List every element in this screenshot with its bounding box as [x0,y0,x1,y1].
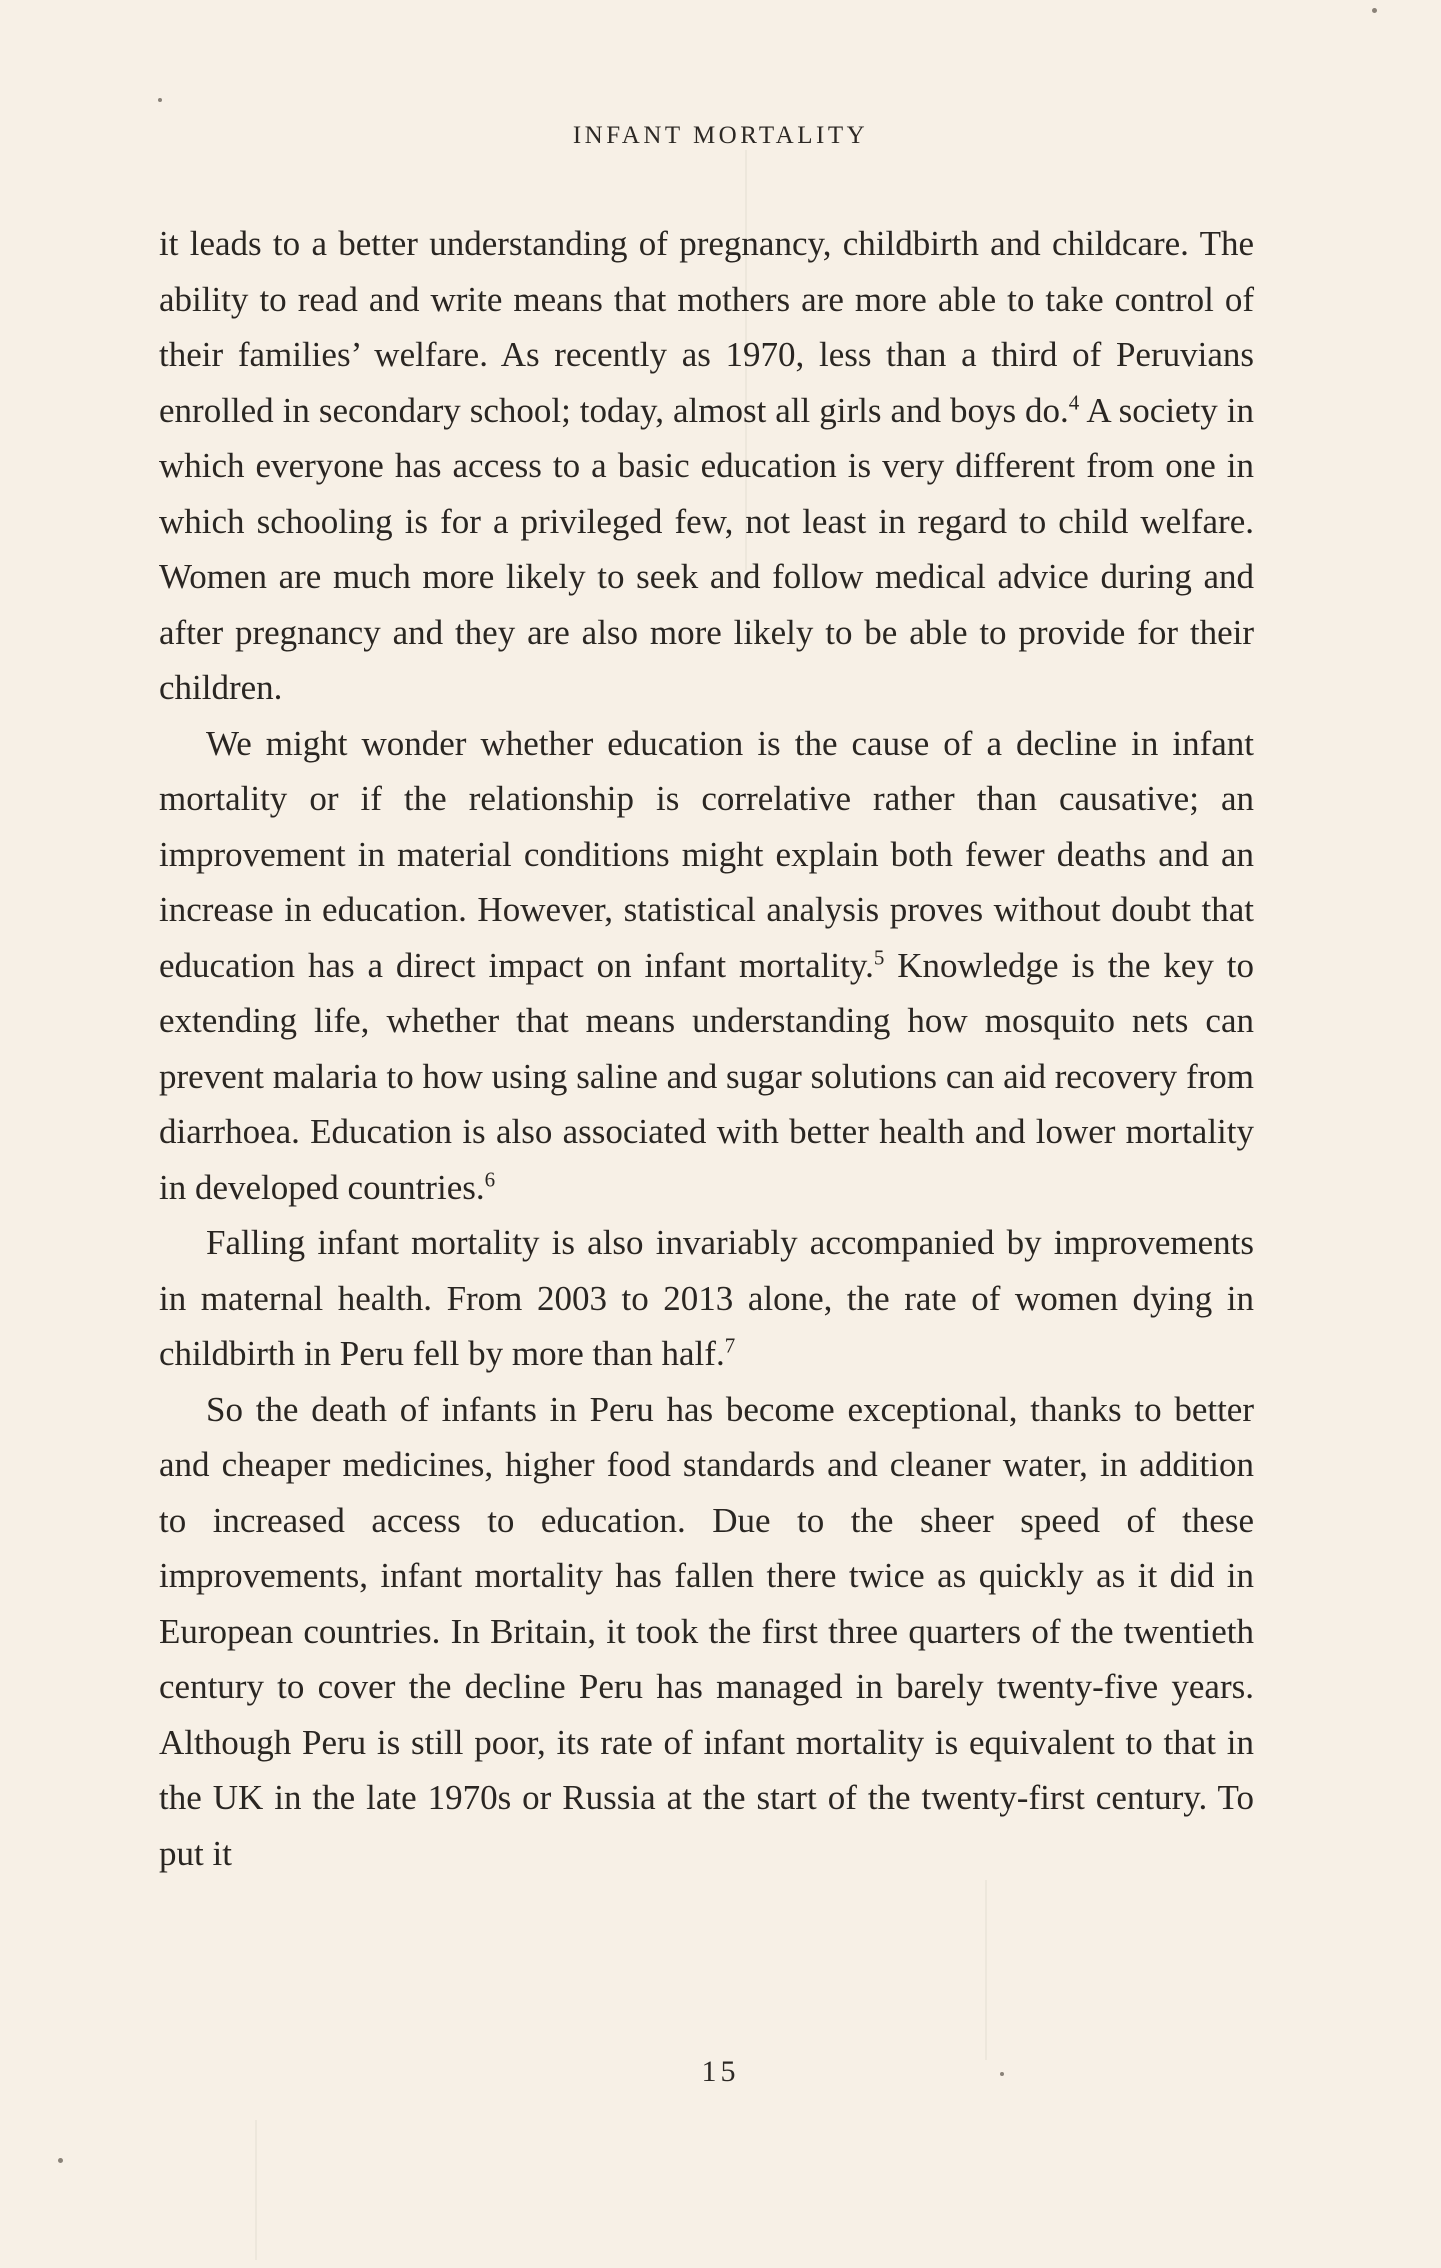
page-number: 15 [701,2055,740,2088]
paragraph-text: We might wonder whether education is the cause of a decline in infant mortality or if the relationship is correlative rather than causative; an improvement in material conditions might explain both fewer deaths and an increase in education. However, statistical analysis proves without doubt that education has a direct impact on infant mortality. [159,723,1254,985]
scan-speck [158,98,162,102]
scan-speck [1372,8,1377,13]
scan-speck [58,2158,63,2163]
scan-crease [255,2120,257,2260]
paragraph-text: A society in which everyone has access to a basic education is very different from one in which schooling is for a privileged few, not least in regard to child welfare. Women are much more likely to seek and follow medical advice during and after pregnancy and they are also more likely to be able to provide for their children. [159,390,1254,707]
body-text [159,216,1254,1881]
paragraph-text: it leads to a better understanding of pregnancy, childbirth and childcare. The ability to read and write means that mothers are more able to take control of their families’ welfare. As recently as 1970, less than a third of Peruvians enrolled in secondary school; today, almost all girls and boys do. [159,224,1254,430]
paragraph [159,716,1254,1216]
paragraph [159,216,1254,716]
footnote-marker: 5 [873,944,885,969]
paragraph [159,1382,1254,1882]
footnote-marker: 7 [724,1333,736,1358]
footnote-marker: 6 [484,1166,496,1191]
running-head: INFANT MORTALITY [572,122,869,149]
scan-crease [985,1880,987,2060]
paragraph [159,1215,1254,1382]
footnote-marker: 4 [1068,389,1080,414]
paragraph-text: So the death of infants in Peru has become exceptional, thanks to better and cheaper medicines, higher food standards and cleaner water, in addition to increased access to education. Due to the sheer speed of these improvements, infant mortality has fallen there twice as quickly as it did in European countries. In Britain, it took the first three quarters of the twentieth century to cover the decline Peru has managed in barely twenty-five years. Although Peru is still poor, its rate of infant mortality is equivalent to that in the UK in the late 1970s or Russia at the start of the twenty-first century. To put it [159,1389,1254,1873]
paragraph-text: Knowledge is the key to extending life, whether that means understanding how mosquito nets can prevent malaria to how using saline and sugar solutions can aid recovery from diarrhoea. Education is also associated with better health and lower mortality in developed countries. [159,945,1254,1207]
paragraph-text: Falling infant mortality is also invariably accompanied by improvements in maternal health. From 2003 to 2013 alone, the rate of women dying in childbirth in Peru fell by more than half. [159,1223,1254,1373]
